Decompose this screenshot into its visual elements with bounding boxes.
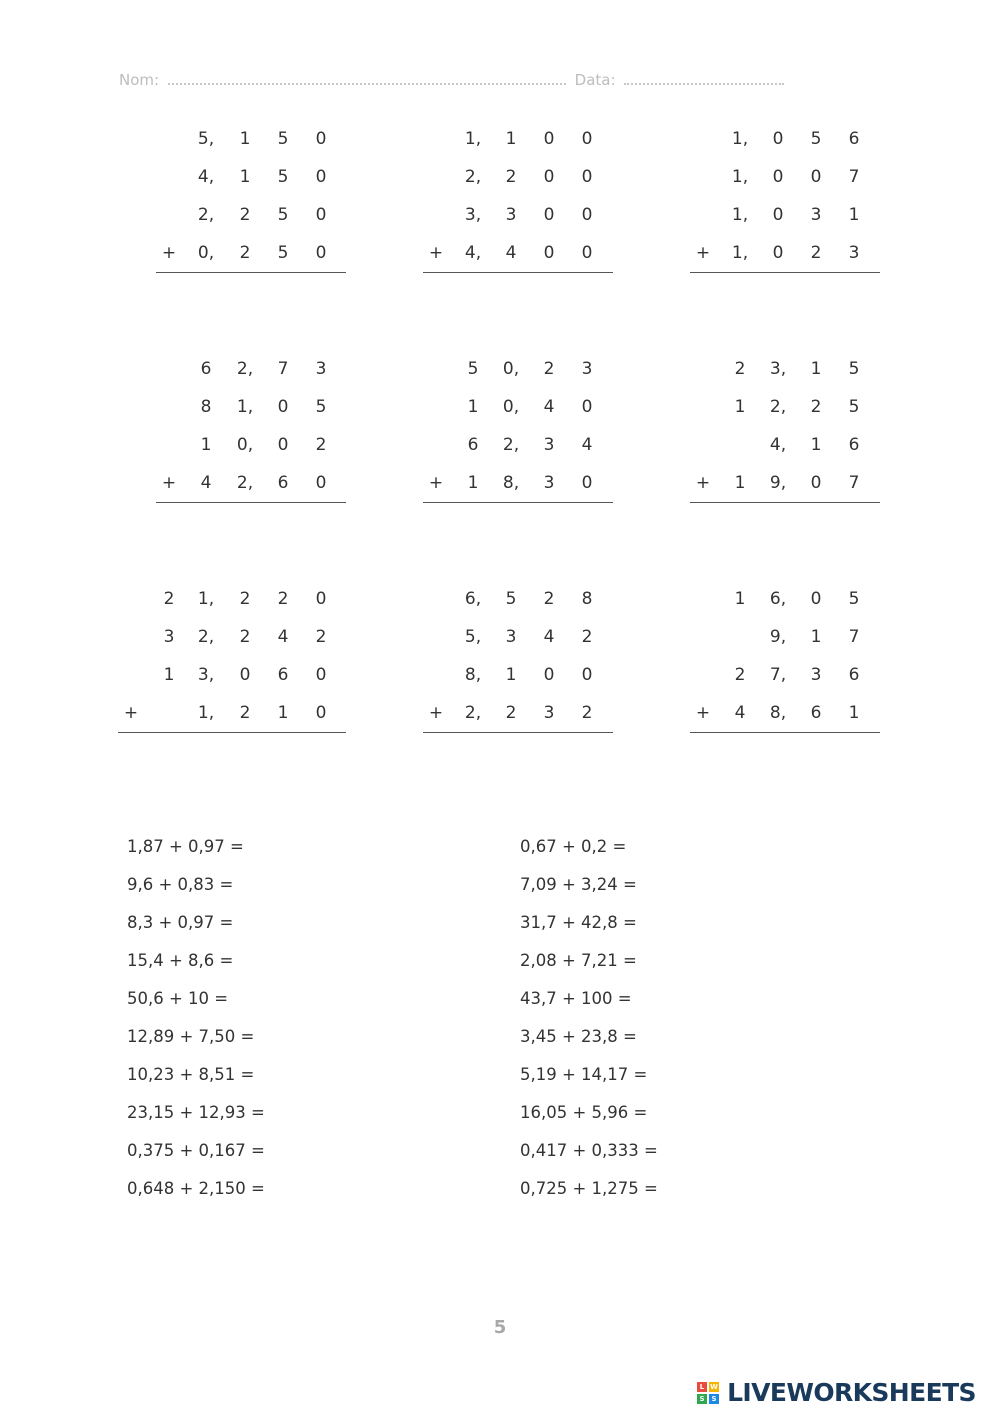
sum-rule — [423, 732, 613, 733]
addition-expression: 0,67 + 0,2 = — [520, 837, 627, 856]
digit-cell: 8 — [200, 397, 212, 417]
digit-cell: 0, — [197, 243, 215, 263]
digit-cell: 2 — [163, 589, 175, 609]
sum-rule — [156, 272, 346, 273]
addition-expression: 0,648 + 2,150 = — [127, 1179, 265, 1198]
digit-cell: 6 — [848, 129, 860, 149]
digit-cell: 2 — [239, 627, 251, 647]
digit-cell: 4, — [464, 243, 482, 263]
plus-sign: + — [428, 473, 444, 493]
logo-cube: L — [697, 1382, 707, 1392]
addition-expression: 0,375 + 0,167 = — [127, 1141, 265, 1160]
digit-cell: 6 — [277, 665, 289, 685]
digit-cell: 5, — [464, 627, 482, 647]
digit-cell: 2, — [236, 359, 254, 379]
digit-cell: 6 — [810, 703, 822, 723]
digit-cell: 1, — [197, 703, 215, 723]
date-label: Data: — [574, 71, 616, 89]
digit-cell: 2, — [464, 703, 482, 723]
digit-cell: 2 — [315, 435, 327, 455]
digit-cell: 1 — [163, 665, 175, 685]
digit-cell: 1 — [239, 129, 251, 149]
digit-cell: 0 — [277, 435, 289, 455]
addition-expression: 5,19 + 14,17 = — [520, 1065, 648, 1084]
digit-cell: 3 — [315, 359, 327, 379]
sum-rule — [690, 272, 880, 273]
addition-expression: 0,417 + 0,333 = — [520, 1141, 658, 1160]
digit-cell: 3, — [769, 359, 787, 379]
addition-expression: 31,7 + 42,8 = — [520, 913, 637, 932]
digit-cell: 6, — [769, 589, 787, 609]
digit-cell: 7 — [848, 627, 860, 647]
sum-rule — [423, 502, 613, 503]
sum-rule — [118, 732, 346, 733]
digit-cell: 4 — [581, 435, 593, 455]
digit-cell: 7, — [769, 665, 787, 685]
digit-cell: 4, — [197, 167, 215, 187]
digit-cell: 6 — [467, 435, 479, 455]
addition-expression: 15,4 + 8,6 = — [127, 951, 234, 970]
digit-cell: 0 — [772, 167, 784, 187]
digit-cell: 0 — [315, 167, 327, 187]
digit-cell: 5 — [505, 589, 517, 609]
digit-cell: 0, — [502, 359, 520, 379]
addition-expression: 2,08 + 7,21 = — [520, 951, 637, 970]
digit-cell: 0 — [772, 205, 784, 225]
digit-cell: 3 — [848, 243, 860, 263]
digit-cell: 0 — [543, 129, 555, 149]
plus-sign: + — [161, 473, 177, 493]
digit-cell: 1, — [464, 129, 482, 149]
logo-cube: W — [710, 1382, 718, 1391]
digit-cell: 0 — [315, 205, 327, 225]
digit-cell: 5 — [848, 589, 860, 609]
digit-cell: 2 — [239, 243, 251, 263]
plus-sign: + — [428, 703, 444, 723]
digit-cell: 2 — [239, 703, 251, 723]
digit-cell: 0 — [581, 129, 593, 149]
digit-cell: 3 — [581, 359, 593, 379]
digit-cell: 2, — [464, 167, 482, 187]
digit-cell: 0 — [581, 665, 593, 685]
digit-cell: 0, — [502, 397, 520, 417]
digit-cell: 0 — [581, 167, 593, 187]
digit-cell: 1, — [731, 129, 749, 149]
digit-cell: 3 — [505, 205, 517, 225]
digit-cell: 1 — [505, 665, 517, 685]
digit-cell: 1 — [505, 129, 517, 149]
page-number: 5 — [493, 1317, 507, 1338]
digit-cell: 2 — [734, 665, 746, 685]
digit-cell: 0 — [315, 665, 327, 685]
digit-cell: 3 — [543, 473, 555, 493]
logo-cube: S — [709, 1394, 719, 1404]
digit-cell: 8, — [769, 703, 787, 723]
digit-cell: 6 — [848, 435, 860, 455]
addition-expression: 16,05 + 5,96 = — [520, 1103, 648, 1122]
addition-expression: 12,89 + 7,50 = — [127, 1027, 255, 1046]
sum-rule — [690, 732, 880, 733]
digit-cell: 5 — [467, 359, 479, 379]
digit-cell: 5, — [197, 129, 215, 149]
plus-sign: + — [161, 243, 177, 263]
digit-cell: 0 — [239, 665, 251, 685]
digit-cell: 0 — [581, 473, 593, 493]
digit-cell: 2 — [505, 167, 517, 187]
digit-cell: 1 — [467, 397, 479, 417]
digit-cell: 0 — [543, 665, 555, 685]
digit-cell: 2, — [502, 435, 520, 455]
plus-sign: + — [695, 243, 711, 263]
digit-cell: 4, — [769, 435, 787, 455]
digit-cell: 5 — [277, 167, 289, 187]
addition-expression: 9,6 + 0,83 = — [127, 875, 234, 894]
digit-cell: 9, — [769, 627, 787, 647]
sum-rule — [423, 272, 613, 273]
addition-expression: 23,15 + 12,93 = — [127, 1103, 265, 1122]
digit-cell: 0 — [543, 205, 555, 225]
liveworksheets-logo — [697, 1378, 976, 1410]
plus-sign: + — [123, 703, 139, 723]
digit-cell: 1 — [734, 397, 746, 417]
digit-cell: 0 — [772, 129, 784, 149]
digit-cell: 1 — [848, 703, 860, 723]
digit-cell: 1, — [731, 205, 749, 225]
digit-cell: 1 — [277, 703, 289, 723]
digit-cell: 3, — [464, 205, 482, 225]
digit-cell: 1, — [197, 589, 215, 609]
addition-expression: 0,725 + 1,275 = — [520, 1179, 658, 1198]
digit-cell: 7 — [848, 473, 860, 493]
logo-cubes-icon — [697, 1382, 719, 1404]
digit-cell: 4 — [734, 703, 746, 723]
digit-cell: 2 — [810, 243, 822, 263]
digit-cell: 2 — [315, 627, 327, 647]
digit-cell: 0 — [810, 589, 822, 609]
digit-cell: 5 — [315, 397, 327, 417]
digit-cell: 4 — [277, 627, 289, 647]
digit-cell: 2 — [581, 627, 593, 647]
digit-cell: 5 — [277, 129, 289, 149]
digit-cell: 4 — [543, 397, 555, 417]
digit-cell: 9, — [769, 473, 787, 493]
digit-cell: 1 — [239, 167, 251, 187]
digit-cell: 3, — [197, 665, 215, 685]
digit-cell: 2 — [239, 589, 251, 609]
sum-rule — [156, 502, 346, 503]
digit-cell: 0 — [315, 703, 327, 723]
digit-cell: 2, — [197, 205, 215, 225]
digit-cell: 7 — [277, 359, 289, 379]
digit-cell: 2 — [581, 703, 593, 723]
digit-cell: 3 — [810, 665, 822, 685]
name-dotted-line[interactable] — [168, 81, 566, 85]
digit-cell: 0 — [772, 243, 784, 263]
plus-sign: + — [428, 243, 444, 263]
digit-cell: 8, — [464, 665, 482, 685]
digit-cell: 3 — [505, 627, 517, 647]
date-dotted-line[interactable] — [624, 81, 784, 85]
logo-text: LIVEWORKSHEETS — [727, 1378, 976, 1407]
digit-cell: 6 — [848, 665, 860, 685]
digit-cell: 0 — [315, 129, 327, 149]
digit-cell: 3 — [543, 435, 555, 455]
addition-expression: 1,87 + 0,97 = — [127, 837, 244, 856]
digit-cell: 8, — [502, 473, 520, 493]
digit-cell: 1, — [731, 243, 749, 263]
digit-cell: 0 — [315, 473, 327, 493]
digit-cell: 2, — [236, 473, 254, 493]
addition-expression: 3,45 + 23,8 = — [520, 1027, 637, 1046]
digit-cell: 5 — [848, 359, 860, 379]
digit-cell: 0 — [277, 397, 289, 417]
addition-expression: 7,09 + 3,24 = — [520, 875, 637, 894]
digit-cell: 2 — [543, 359, 555, 379]
header — [119, 71, 799, 93]
digit-cell: 4 — [543, 627, 555, 647]
digit-cell: 1, — [731, 167, 749, 187]
digit-cell: 6, — [464, 589, 482, 609]
digit-cell: 1, — [236, 397, 254, 417]
digit-cell: 1 — [810, 627, 822, 647]
digit-cell: 1 — [734, 473, 746, 493]
digit-cell: 0, — [236, 435, 254, 455]
digit-cell: 0 — [810, 167, 822, 187]
digit-cell: 1 — [848, 205, 860, 225]
digit-cell: 2, — [769, 397, 787, 417]
digit-cell: 1 — [810, 359, 822, 379]
digit-cell: 2 — [277, 589, 289, 609]
digit-cell: 8 — [581, 589, 593, 609]
logo-cube: S — [697, 1394, 707, 1404]
digit-cell: 1 — [467, 473, 479, 493]
digit-cell: 3 — [543, 703, 555, 723]
digit-cell: 1 — [734, 589, 746, 609]
digit-cell: 0 — [581, 243, 593, 263]
sum-rule — [690, 502, 880, 503]
digit-cell: 5 — [277, 243, 289, 263]
digit-cell: 2 — [810, 397, 822, 417]
digit-cell: 2 — [239, 205, 251, 225]
digit-cell: 6 — [277, 473, 289, 493]
digit-cell: 5 — [277, 205, 289, 225]
digit-cell: 2 — [543, 589, 555, 609]
digit-cell: 1 — [200, 435, 212, 455]
digit-cell: 2 — [734, 359, 746, 379]
addition-expression: 43,7 + 100 = — [520, 989, 632, 1008]
digit-cell: 2, — [197, 627, 215, 647]
plus-sign: + — [695, 473, 711, 493]
digit-cell: 3 — [163, 627, 175, 647]
digit-cell: 0 — [581, 397, 593, 417]
digit-cell: 5 — [810, 129, 822, 149]
digit-cell: 0 — [315, 589, 327, 609]
addition-expression: 50,6 + 10 = — [127, 989, 229, 1008]
digit-cell: 3 — [810, 205, 822, 225]
digit-cell: 6 — [200, 359, 212, 379]
digit-cell: 0 — [315, 243, 327, 263]
addition-expression: 8,3 + 0,97 = — [127, 913, 234, 932]
digit-cell: 4 — [505, 243, 517, 263]
name-label: Nom: — [119, 71, 160, 89]
digit-cell: 4 — [200, 473, 212, 493]
addition-expression: 10,23 + 8,51 = — [127, 1065, 255, 1084]
digit-cell: 7 — [848, 167, 860, 187]
digit-cell: 1 — [810, 435, 822, 455]
digit-cell: 0 — [581, 205, 593, 225]
plus-sign: + — [695, 703, 711, 723]
digit-cell: 0 — [810, 473, 822, 493]
digit-cell: 0 — [543, 243, 555, 263]
digit-cell: 2 — [505, 703, 517, 723]
digit-cell: 0 — [543, 167, 555, 187]
digit-cell: 5 — [848, 397, 860, 417]
